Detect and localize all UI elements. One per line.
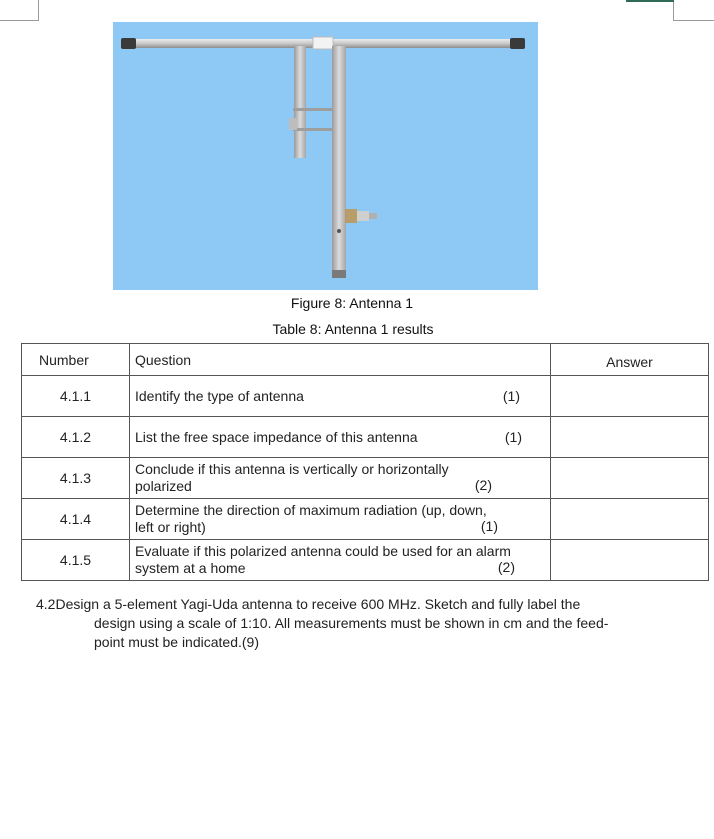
photo-background [113,22,538,290]
answer-cell[interactable] [551,499,709,540]
row-mark: (2) [474,477,492,493]
question-4-2-text: Design a 5-element Yagi-Uda antenna to receive 600 MHz. Sketch and fully label the design using a scale of 1:10. All measurements must be shown in cm and the feed-point must be indicated.(9) [55,596,609,650]
row-number: 4.1.4 [22,499,130,540]
connector-tip [369,213,377,219]
bracket [293,128,333,131]
page-corner-mark-left [0,0,39,21]
feed-leg-left [294,46,306,158]
results-table [21,343,709,581]
row-question-cell [130,540,551,581]
table-row [22,540,709,581]
row-number: 4.1.3 [22,458,130,499]
question-4-2-number: 4.2 [36,596,56,612]
row-question: Determine the direction of maximum radiation (up, down, left or right) [135,502,487,535]
header-number: Number [22,344,130,376]
rod-end-cap-right [510,38,525,49]
connector-nut [357,211,369,221]
header-answer: Answer [551,344,709,376]
bracket-block [289,118,297,130]
row-number: 4.1.5 [22,540,130,581]
answer-cell[interactable] [551,540,709,581]
answer-cell[interactable] [551,376,709,417]
table-header-row [22,344,709,376]
connector-body [345,209,357,223]
row-question-cell [130,458,551,499]
row-number: 4.1.1 [22,376,130,417]
row-question-cell [130,376,551,417]
row-number: 4.1.2 [22,417,130,458]
row-question-cell [130,499,551,540]
row-mark: (1) [504,429,522,445]
rod-end-cap-left [121,38,136,49]
row-question: Evaluate if this polarized antenna could be used for an alarm system at a home [135,543,511,576]
row-mark: (2) [497,559,515,575]
antenna-photo [113,22,538,290]
table-row [22,417,709,458]
row-question: Identify the type of antenna [135,388,304,404]
row-question: Conclude if this antenna is vertically or horizontally polarized [135,461,449,494]
bracket [293,108,333,111]
header-question: Question [130,344,551,376]
row-mark: (1) [480,518,498,534]
answer-cell[interactable] [551,458,709,499]
answer-cell[interactable] [551,417,709,458]
row-mark: (1) [502,388,520,404]
table-row [22,458,709,499]
question-4-2 [36,595,616,652]
page-corner-bar [626,0,674,2]
row-question-cell [130,417,551,458]
table-row [22,376,709,417]
table-row [22,499,709,540]
table-caption: Table 8: Antenna 1 results [272,321,434,337]
figure-caption: Figure 8: Antenna 1 [290,295,414,311]
mount-screw [337,229,341,233]
leg-end-cap [332,270,346,278]
page-corner-mark-right [673,0,714,21]
feed-leg-right [332,46,346,276]
center-insulator [313,37,333,49]
row-question: List the free space impedance of this antenna [135,429,418,445]
